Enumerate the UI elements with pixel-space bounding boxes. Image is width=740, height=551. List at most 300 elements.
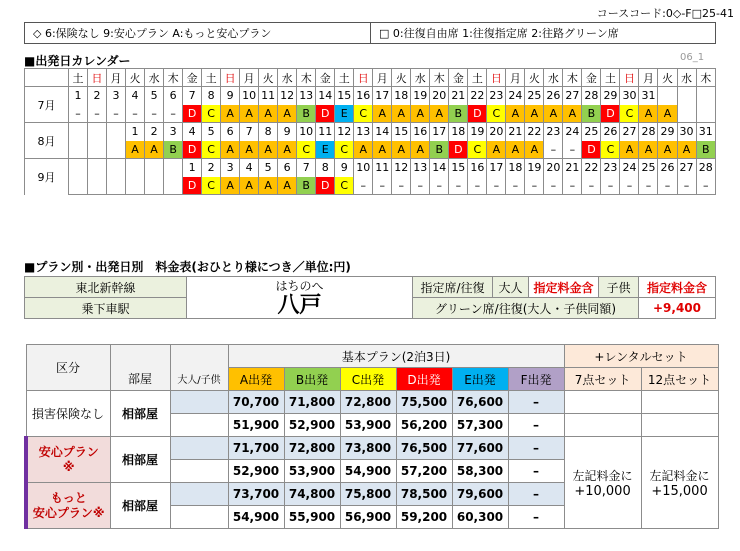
calendar-day: 15 <box>392 123 411 141</box>
calendar-day <box>107 123 126 141</box>
calendar-day: 31 <box>639 87 658 105</box>
calendar-day: 6 <box>278 159 297 177</box>
calendar-plan-code: D <box>582 141 601 159</box>
calendar-day: 2 <box>145 123 164 141</box>
calendar-plan-code: – <box>145 105 164 123</box>
calendar-day: 26 <box>601 123 620 141</box>
calendar-plan-code: A <box>259 141 278 159</box>
rental-blank-12 <box>641 414 718 437</box>
calendar-plan-code: – <box>411 177 430 195</box>
plan-c-header: C出発 <box>340 368 396 391</box>
calendar-plan-code: A <box>506 105 525 123</box>
station-label: 乗下車駅 <box>25 298 187 319</box>
calendar-day <box>677 87 696 105</box>
calendar-day: 21 <box>563 159 582 177</box>
weekday-header: 日 <box>620 69 639 87</box>
calendar-plan-code: B <box>582 105 601 123</box>
calendar-plan-code: – <box>392 177 411 195</box>
adult-price: – <box>508 437 564 460</box>
fare-included-adult: 指定料金含 <box>529 277 599 298</box>
calendar-day <box>88 159 107 177</box>
calendar-day: 24 <box>506 87 525 105</box>
child-row-label <box>170 414 228 437</box>
calendar-plan-code: – <box>107 105 126 123</box>
calendar-day: 14 <box>373 123 392 141</box>
calendar-day: 30 <box>677 123 696 141</box>
calendar-plan-code: – <box>354 177 373 195</box>
calendar-day: 20 <box>487 123 506 141</box>
weekday-header: 金 <box>582 69 601 87</box>
calendar-plan-code: B <box>297 105 316 123</box>
weekday-header: 水 <box>411 69 430 87</box>
calendar-day: 9 <box>221 87 240 105</box>
calendar-day: 28 <box>582 87 601 105</box>
green-seat-price: +9,400 <box>639 298 716 319</box>
calendar-plan-code: – <box>430 177 449 195</box>
room-cell: 相部屋 <box>110 391 170 437</box>
calendar-day: 27 <box>620 123 639 141</box>
calendar-day <box>696 87 715 105</box>
calendar-day: 16 <box>468 159 487 177</box>
child-price: 53,900 <box>340 414 396 437</box>
child-price: 56,900 <box>340 506 396 529</box>
line-name: 東北新幹線 <box>25 277 187 298</box>
calendar-plan-code: – <box>639 177 658 195</box>
calendar-plan-code: – <box>563 177 582 195</box>
adult-price: 76,500 <box>396 437 452 460</box>
plan-a-header: A出発 <box>228 368 284 391</box>
weekday-header: 水 <box>145 69 164 87</box>
weekday-header: 土 <box>69 69 88 87</box>
calendar-day: 12 <box>335 123 354 141</box>
calendar-plan-code: C <box>297 141 316 159</box>
weekday-header: 月 <box>107 69 126 87</box>
calendar-day: 1 <box>183 159 202 177</box>
calendar-day <box>88 123 107 141</box>
calendar-day: 15 <box>449 159 468 177</box>
calendar-plan-code: A <box>392 105 411 123</box>
weekday-header: 木 <box>164 69 183 87</box>
calendar-day: 4 <box>183 123 202 141</box>
calendar-plan-code: A <box>221 105 240 123</box>
calendar-plan-code: – <box>544 141 563 159</box>
weekday-header: 火 <box>259 69 278 87</box>
calendar-plan-code: C <box>202 105 221 123</box>
calendar-plan-code: C <box>202 177 221 195</box>
adult-price: – <box>508 483 564 506</box>
calendar-day: 18 <box>506 159 525 177</box>
weekday-header: 土 <box>468 69 487 87</box>
calendar-plan-code <box>88 141 107 159</box>
adult-price: 71,700 <box>228 437 284 460</box>
calendar-plan-code <box>164 177 183 195</box>
weekday-header: 日 <box>221 69 240 87</box>
calendar-plan-code: A <box>126 141 145 159</box>
calendar-plan-code <box>677 105 696 123</box>
calendar-plan-code: D <box>449 141 468 159</box>
calendar-plan-code: A <box>544 105 563 123</box>
calendar-day: 8 <box>316 159 335 177</box>
calendar-day: 19 <box>525 159 544 177</box>
kubun-header: 区分 <box>26 345 110 391</box>
calendar-day: 25 <box>582 123 601 141</box>
calendar-day: 22 <box>582 159 601 177</box>
calendar-plan-code: A <box>259 105 278 123</box>
category-cell: 損害保険なし <box>26 391 110 437</box>
calendar-day: 28 <box>696 159 715 177</box>
rental-price-cell <box>641 437 718 529</box>
legend-seat: □ 0:往復自由席 1:往復指定席 2:往路グリーン席 <box>371 23 716 44</box>
calendar-day: 27 <box>563 87 582 105</box>
child-price: – <box>508 460 564 483</box>
plan-b-header: B出発 <box>284 368 340 391</box>
category-line2: ※ <box>62 459 75 474</box>
adult-price: 70,700 <box>228 391 284 414</box>
fare-included-child: 指定料金含 <box>639 277 716 298</box>
weekday-header: 木 <box>563 69 582 87</box>
calendar-plan-code: – <box>582 177 601 195</box>
rental-blank-7 <box>564 414 641 437</box>
calendar-day: 19 <box>468 123 487 141</box>
rental-price-cell <box>564 437 641 529</box>
weekday-header: 土 <box>601 69 620 87</box>
calendar-plan-code: C <box>601 141 620 159</box>
calendar-plan-code: – <box>506 177 525 195</box>
calendar-plan-code: – <box>164 105 183 123</box>
calendar-plan-code: – <box>563 141 582 159</box>
weekday-header: 金 <box>449 69 468 87</box>
month-label: 7月 <box>25 87 69 123</box>
calendar-plan-code: C <box>468 141 487 159</box>
calendar-plan-code: B <box>164 141 183 159</box>
room-cell: 相部屋 <box>110 483 170 529</box>
calendar-day: 8 <box>202 87 221 105</box>
calendar-plan-code: – <box>620 177 639 195</box>
calendar-day: 13 <box>411 159 430 177</box>
weekday-header: 木 <box>297 69 316 87</box>
weekday-header: 月 <box>639 69 658 87</box>
legend-table <box>24 22 716 44</box>
calendar-day: 10 <box>354 159 373 177</box>
category-cell <box>26 483 110 529</box>
calendar-plan-code: C <box>620 105 639 123</box>
child-price: 51,900 <box>228 414 284 437</box>
calendar-day: 12 <box>278 87 297 105</box>
calendar-day <box>164 159 183 177</box>
calendar-day: 11 <box>373 159 392 177</box>
calendar-day <box>126 159 145 177</box>
calendar-plan-code: B <box>430 141 449 159</box>
calendar-plan-code: A <box>240 141 259 159</box>
child-price: 60,300 <box>452 506 508 529</box>
adult-price: 75,500 <box>396 391 452 414</box>
calendar-day: 4 <box>240 159 259 177</box>
calendar-day: 18 <box>392 87 411 105</box>
adult-price: 73,800 <box>340 437 396 460</box>
adult-price: 76,600 <box>452 391 508 414</box>
rental-price: +10,000 <box>574 483 631 499</box>
adult-price: 75,800 <box>340 483 396 506</box>
calendar-plan-code: A <box>658 141 677 159</box>
calendar-day: 14 <box>430 159 449 177</box>
child-price: 52,900 <box>284 414 340 437</box>
calendar-day: 16 <box>354 87 373 105</box>
green-seat-label: グリーン席/往復(大人・子供同額) <box>413 298 639 319</box>
pricing-title: ■プラン別・出発日別 料金表(おひとり様につき／単位:円) <box>24 260 351 274</box>
weekday-header: 火 <box>525 69 544 87</box>
calendar-day: 14 <box>316 87 335 105</box>
child-price: 52,900 <box>228 460 284 483</box>
child-price: – <box>508 506 564 529</box>
child-price: 57,200 <box>396 460 452 483</box>
adult-row-label <box>170 483 228 506</box>
category-cell <box>26 437 110 483</box>
calendar-plan-code: – <box>677 177 696 195</box>
calendar-day: 3 <box>221 159 240 177</box>
calendar-day: 9 <box>278 123 297 141</box>
calendar-day <box>145 159 164 177</box>
calendar-plan-code: A <box>525 141 544 159</box>
calendar-plan-code: A <box>278 177 297 195</box>
adult-price: – <box>508 391 564 414</box>
weekday-header: 火 <box>126 69 145 87</box>
seat-reserved-label: 指定席/往復 <box>413 277 493 298</box>
calendar-day: 28 <box>639 123 658 141</box>
adult-price: 71,800 <box>284 391 340 414</box>
rental-note: 左記料金に <box>649 468 710 483</box>
calendar-day: 19 <box>411 87 430 105</box>
calendar-plan-code: C <box>487 105 506 123</box>
calendar-day: 25 <box>525 87 544 105</box>
station-name: 八戸 <box>277 293 322 318</box>
calendar-day: 6 <box>164 87 183 105</box>
child-price: 58,300 <box>452 460 508 483</box>
calendar-plan-code <box>126 177 145 195</box>
rental-price: +15,000 <box>651 483 708 499</box>
calendar-plan-code: A <box>373 105 392 123</box>
weekday-header: 水 <box>278 69 297 87</box>
calendar-day: 26 <box>544 87 563 105</box>
calendar-day: 2 <box>202 159 221 177</box>
calendar-plan-code: A <box>639 105 658 123</box>
calendar-day: 26 <box>658 159 677 177</box>
calendar-plan-code <box>69 177 88 195</box>
rental-header: +レンタルセット <box>564 345 718 368</box>
calendar-plan-code: A <box>677 141 696 159</box>
calendar-day: 11 <box>316 123 335 141</box>
calendar-day: 7 <box>183 87 202 105</box>
calendar-plan-code: B <box>297 177 316 195</box>
weekday-header: 月 <box>373 69 392 87</box>
child-price: 54,900 <box>340 460 396 483</box>
child-price: 56,200 <box>396 414 452 437</box>
rental-note: 左記料金に <box>572 468 633 483</box>
child-price: 53,900 <box>284 460 340 483</box>
adult-price: 79,600 <box>452 483 508 506</box>
calendar-plan-code: A <box>354 141 373 159</box>
adult-child-header: 大人/子供 <box>170 368 228 391</box>
adult-price: 74,800 <box>284 483 340 506</box>
calendar-plan-code: D <box>601 105 620 123</box>
calendar-day: 4 <box>126 87 145 105</box>
weekday-header: 水 <box>677 69 696 87</box>
calendar-plan-code: – <box>449 177 468 195</box>
calendar-plan-code: A <box>411 141 430 159</box>
calendar-day: 27 <box>677 159 696 177</box>
calendar-day: 23 <box>487 87 506 105</box>
weekday-header: 日 <box>487 69 506 87</box>
calendar-day: 16 <box>411 123 430 141</box>
station-info-table <box>24 276 716 319</box>
calendar-plan-code: D <box>183 141 202 159</box>
calendar-plan-code <box>88 177 107 195</box>
calendar-plan-code: A <box>658 105 677 123</box>
calendar-plan-code: – <box>487 177 506 195</box>
weekday-header: 水 <box>544 69 563 87</box>
calendar-plan-code: D <box>183 105 202 123</box>
calendar-plan-code: – <box>544 177 563 195</box>
weekday-header: 金 <box>316 69 335 87</box>
calendar-title: ■出発日カレンダー <box>24 54 131 68</box>
adult-price: 72,800 <box>340 391 396 414</box>
month-label: 8月 <box>25 123 69 159</box>
calendar-day: 10 <box>240 87 259 105</box>
calendar-day: 22 <box>468 87 487 105</box>
calendar-plan-code: A <box>430 105 449 123</box>
calendar-plan-code <box>107 177 126 195</box>
calendar-plan-code: A <box>278 141 297 159</box>
calendar-plan-code <box>696 105 715 123</box>
calendar-day: 9 <box>335 159 354 177</box>
calendar-day: 12 <box>392 159 411 177</box>
weekday-header: 月 <box>240 69 259 87</box>
weekday-header: 土 <box>335 69 354 87</box>
adult-row-label <box>170 437 228 460</box>
category-line1: 安心プラン <box>38 444 99 459</box>
month-label: 9月 <box>25 159 69 195</box>
calendar-day: 5 <box>202 123 221 141</box>
calendar-day: 23 <box>544 123 563 141</box>
calendar-page-id: 06_1 <box>680 52 705 63</box>
calendar-day: 3 <box>164 123 183 141</box>
plan-f-header: F出発 <box>508 368 564 391</box>
calendar-day: 21 <box>449 87 468 105</box>
weekday-header: 火 <box>658 69 677 87</box>
calendar-plan-code: A <box>221 177 240 195</box>
calendar-plan-code: B <box>696 141 715 159</box>
calendar-day: 17 <box>430 123 449 141</box>
calendar-day: 20 <box>430 87 449 105</box>
child-label: 子供 <box>599 277 639 298</box>
room-cell: 相部屋 <box>110 437 170 483</box>
calendar-plan-code: A <box>620 141 639 159</box>
calendar-plan-code: – <box>88 105 107 123</box>
calendar-day: 31 <box>696 123 715 141</box>
weekday-header: 木 <box>430 69 449 87</box>
calendar-plan-code: A <box>240 177 259 195</box>
calendar-plan-code: D <box>316 105 335 123</box>
departure-calendar <box>24 68 716 195</box>
calendar-day: 20 <box>544 159 563 177</box>
plan-e-header: E出発 <box>452 368 508 391</box>
rental-blank-7 <box>564 391 641 414</box>
calendar-plan-code <box>107 141 126 159</box>
calendar-day: 17 <box>487 159 506 177</box>
course-code: コースコード:0◇-F□25-41 <box>596 7 734 20</box>
calendar-day: 5 <box>259 159 278 177</box>
rental-blank-12 <box>641 391 718 414</box>
weekday-header: 月 <box>506 69 525 87</box>
plan-d-header: D出発 <box>396 368 452 391</box>
calendar-plan-code: E <box>335 105 354 123</box>
calendar-day: 3 <box>107 87 126 105</box>
calendar-plan-code: – <box>69 105 88 123</box>
child-price: 54,900 <box>228 506 284 529</box>
child-price: 55,900 <box>284 506 340 529</box>
calendar-day: 10 <box>297 123 316 141</box>
weekday-header: 金 <box>183 69 202 87</box>
calendar-plan-code: A <box>278 105 297 123</box>
weekday-header: 土 <box>202 69 221 87</box>
calendar-day: 2 <box>88 87 107 105</box>
calendar-day: 5 <box>145 87 164 105</box>
calendar-day: 24 <box>563 123 582 141</box>
weekday-header: 日 <box>354 69 373 87</box>
calendar-plan-code: A <box>639 141 658 159</box>
calendar-plan-code: – <box>525 177 544 195</box>
calendar-day: 29 <box>601 87 620 105</box>
calendar-day: 7 <box>297 159 316 177</box>
adult-price: 73,700 <box>228 483 284 506</box>
calendar-day: 6 <box>221 123 240 141</box>
child-row-label <box>170 506 228 529</box>
rental-12-header: 12点セット <box>641 368 718 391</box>
calendar-plan-code: D <box>316 177 335 195</box>
calendar-plan-code: – <box>373 177 392 195</box>
weekday-header: 日 <box>88 69 107 87</box>
calendar-day: 15 <box>335 87 354 105</box>
calendar-plan-code <box>69 141 88 159</box>
room-header: 部屋 <box>110 368 170 391</box>
calendar-day: 21 <box>506 123 525 141</box>
calendar-plan-code: – <box>696 177 715 195</box>
calendar-day <box>107 159 126 177</box>
calendar-plan-code: A <box>145 141 164 159</box>
adult-row-label <box>170 391 228 414</box>
calendar-plan-code: C <box>202 141 221 159</box>
calendar-day: 29 <box>658 123 677 141</box>
calendar-day: 17 <box>373 87 392 105</box>
calendar-day: 1 <box>69 87 88 105</box>
calendar-plan-code: C <box>335 177 354 195</box>
calendar-plan-code: D <box>468 105 487 123</box>
calendar-plan-code <box>145 177 164 195</box>
calendar-corner <box>25 69 69 87</box>
weekday-header: 木 <box>696 69 715 87</box>
calendar-day: 11 <box>259 87 278 105</box>
calendar-day: 13 <box>354 123 373 141</box>
basic-plan-header: 基本プラン(2泊3日) <box>228 345 564 368</box>
calendar-day: 1 <box>126 123 145 141</box>
fare-table <box>24 344 719 529</box>
calendar-plan-code: – <box>126 105 145 123</box>
calendar-day <box>69 159 88 177</box>
calendar-day: 24 <box>620 159 639 177</box>
calendar-day <box>658 87 677 105</box>
calendar-day: 22 <box>525 123 544 141</box>
child-price: 57,300 <box>452 414 508 437</box>
calendar-day: 25 <box>639 159 658 177</box>
